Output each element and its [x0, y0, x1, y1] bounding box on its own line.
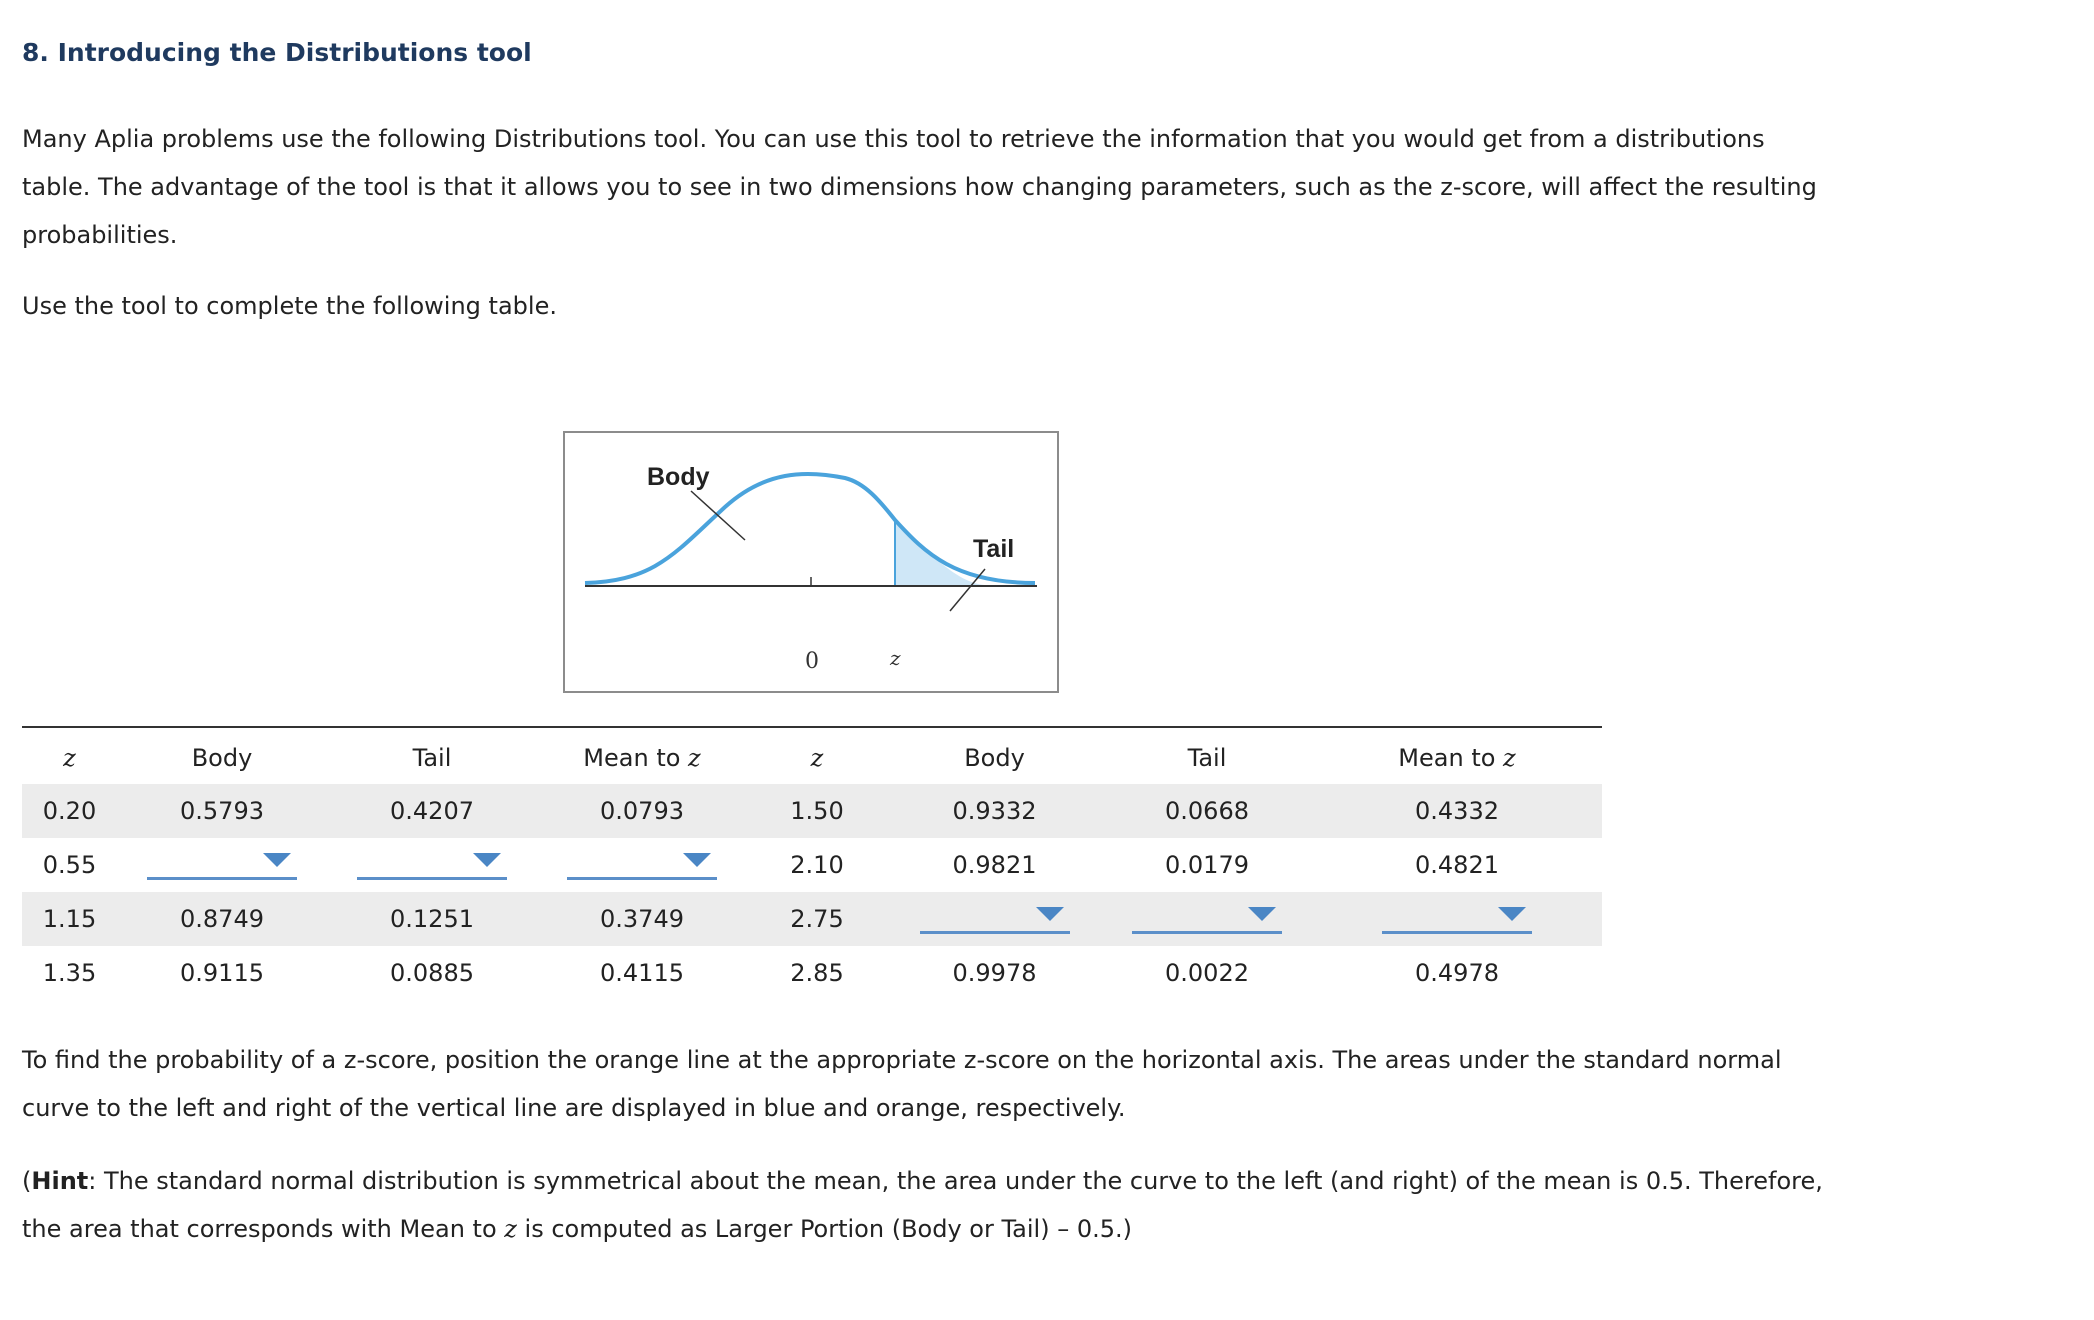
- dropdown-arrow-icon: [1248, 907, 1276, 921]
- tail-value: 0.0885: [390, 959, 474, 987]
- tail-value: 0.0179: [1165, 851, 1249, 879]
- body-value: 0.9115: [180, 959, 264, 987]
- z-value: 2.75: [747, 892, 887, 946]
- z-value: 2.85: [790, 959, 844, 987]
- tail-value: 0.4207: [327, 784, 537, 838]
- tail-2.75-dropdown[interactable]: [1132, 905, 1282, 934]
- intro-line-3: probabilities.: [22, 221, 178, 249]
- mean-0.55-dropdown[interactable]: [567, 851, 717, 880]
- header-z-left: z: [63, 744, 76, 772]
- table-row: [22, 838, 1602, 892]
- dropdown-arrow-icon: [473, 853, 501, 867]
- instruction-text: Use the tool to complete the following table.: [22, 292, 557, 320]
- intro-line-1: Many Aplia problems use the following Distributions tool. You can use this tool to retrieve the information that you would get from a distributions: [22, 125, 1765, 153]
- tail-value: 0.1251: [327, 892, 537, 946]
- hint-label: Hint: [31, 1167, 89, 1195]
- mean-value: 0.4978: [1415, 959, 1499, 987]
- body-value: 0.9978: [952, 959, 1037, 987]
- mean-2.75-dropdown[interactable]: [1382, 905, 1532, 934]
- z-value: 1.15: [22, 892, 117, 946]
- tail-value: 0.0668: [1102, 784, 1312, 838]
- body-value: 0.9332: [887, 784, 1102, 838]
- z-value: 1.50: [747, 784, 887, 838]
- dropdown-arrow-icon: [683, 853, 711, 867]
- z-value: 2.10: [790, 851, 844, 879]
- z-value: 1.35: [42, 959, 97, 987]
- section-title: 8. Introducing the Distributions tool: [22, 38, 532, 67]
- header-mean-left: Mean to z: [583, 744, 701, 772]
- zero-label: 0: [805, 649, 819, 674]
- probability-table: [22, 732, 1602, 1000]
- body-label: Body: [647, 463, 710, 491]
- mean-value: 0.4821: [1415, 851, 1499, 879]
- intro-paragraph: [22, 115, 1817, 259]
- tail-label: Tail: [973, 535, 1015, 563]
- mean-value: 0.3749: [537, 892, 747, 946]
- header-z-right: z: [810, 744, 824, 772]
- table-row: [22, 892, 1602, 946]
- body-2.75-dropdown[interactable]: [920, 905, 1070, 934]
- body-value: 0.9821: [952, 851, 1037, 879]
- z-axis-label: z: [890, 646, 901, 670]
- body-value: 0.8749: [117, 892, 327, 946]
- mean-value: 0.4115: [600, 959, 684, 987]
- mean-value: 0.0793: [537, 784, 747, 838]
- body-value: 0.5793: [117, 784, 327, 838]
- intro-line-2: table. The advantage of the tool is that it allows you to see in two dimensions how changing parameters, such as the z-score, will affect the resulting: [22, 173, 1817, 201]
- mean-value: 0.4332: [1312, 784, 1602, 838]
- header-tail-left: Tail: [412, 744, 452, 772]
- normal-curve-diagram: [565, 433, 1057, 691]
- header-body-right: Body: [964, 744, 1025, 772]
- hint-line-1: (Hint: The standard normal distribution is symmetrical about the mean, the area under the curve to the left (and right) of the mean is 0.5. Therefore,: [22, 1167, 1823, 1195]
- header-body-left: Body: [191, 744, 253, 772]
- header-mean-right: Mean to z: [1398, 744, 1516, 772]
- header-tail-right: Tail: [1187, 744, 1227, 772]
- dropdown-arrow-icon: [263, 853, 291, 867]
- table-row: [22, 784, 1602, 838]
- body-0.55-dropdown[interactable]: [147, 851, 297, 880]
- find-line-2: curve to the left and right of the vertical line are displayed in blue and orange, respectively.: [22, 1094, 1126, 1122]
- distribution-figure: [563, 431, 1059, 693]
- tail-value: 0.0022: [1165, 959, 1249, 987]
- table-row: [22, 946, 1602, 1000]
- hint-paragraph: [22, 1157, 1823, 1253]
- z-value: 0.55: [42, 851, 97, 879]
- hint-line-2: the area that corresponds with Mean to z is computed as Larger Portion (Body or Tail) – 0.5.): [22, 1215, 1132, 1243]
- table-top-rule: [22, 726, 1602, 728]
- instructions-paragraph: [22, 1036, 1782, 1132]
- dropdown-arrow-icon: [1036, 907, 1064, 921]
- z-value: 0.20: [22, 784, 117, 838]
- dropdown-arrow-icon: [1498, 907, 1526, 921]
- tail-0.55-dropdown[interactable]: [357, 851, 507, 880]
- find-line-1: To find the probability of a z-score, position the orange line at the appropriate z-score on the horizontal axis. The areas under the standard normal: [22, 1046, 1782, 1074]
- header-row: [22, 732, 1602, 784]
